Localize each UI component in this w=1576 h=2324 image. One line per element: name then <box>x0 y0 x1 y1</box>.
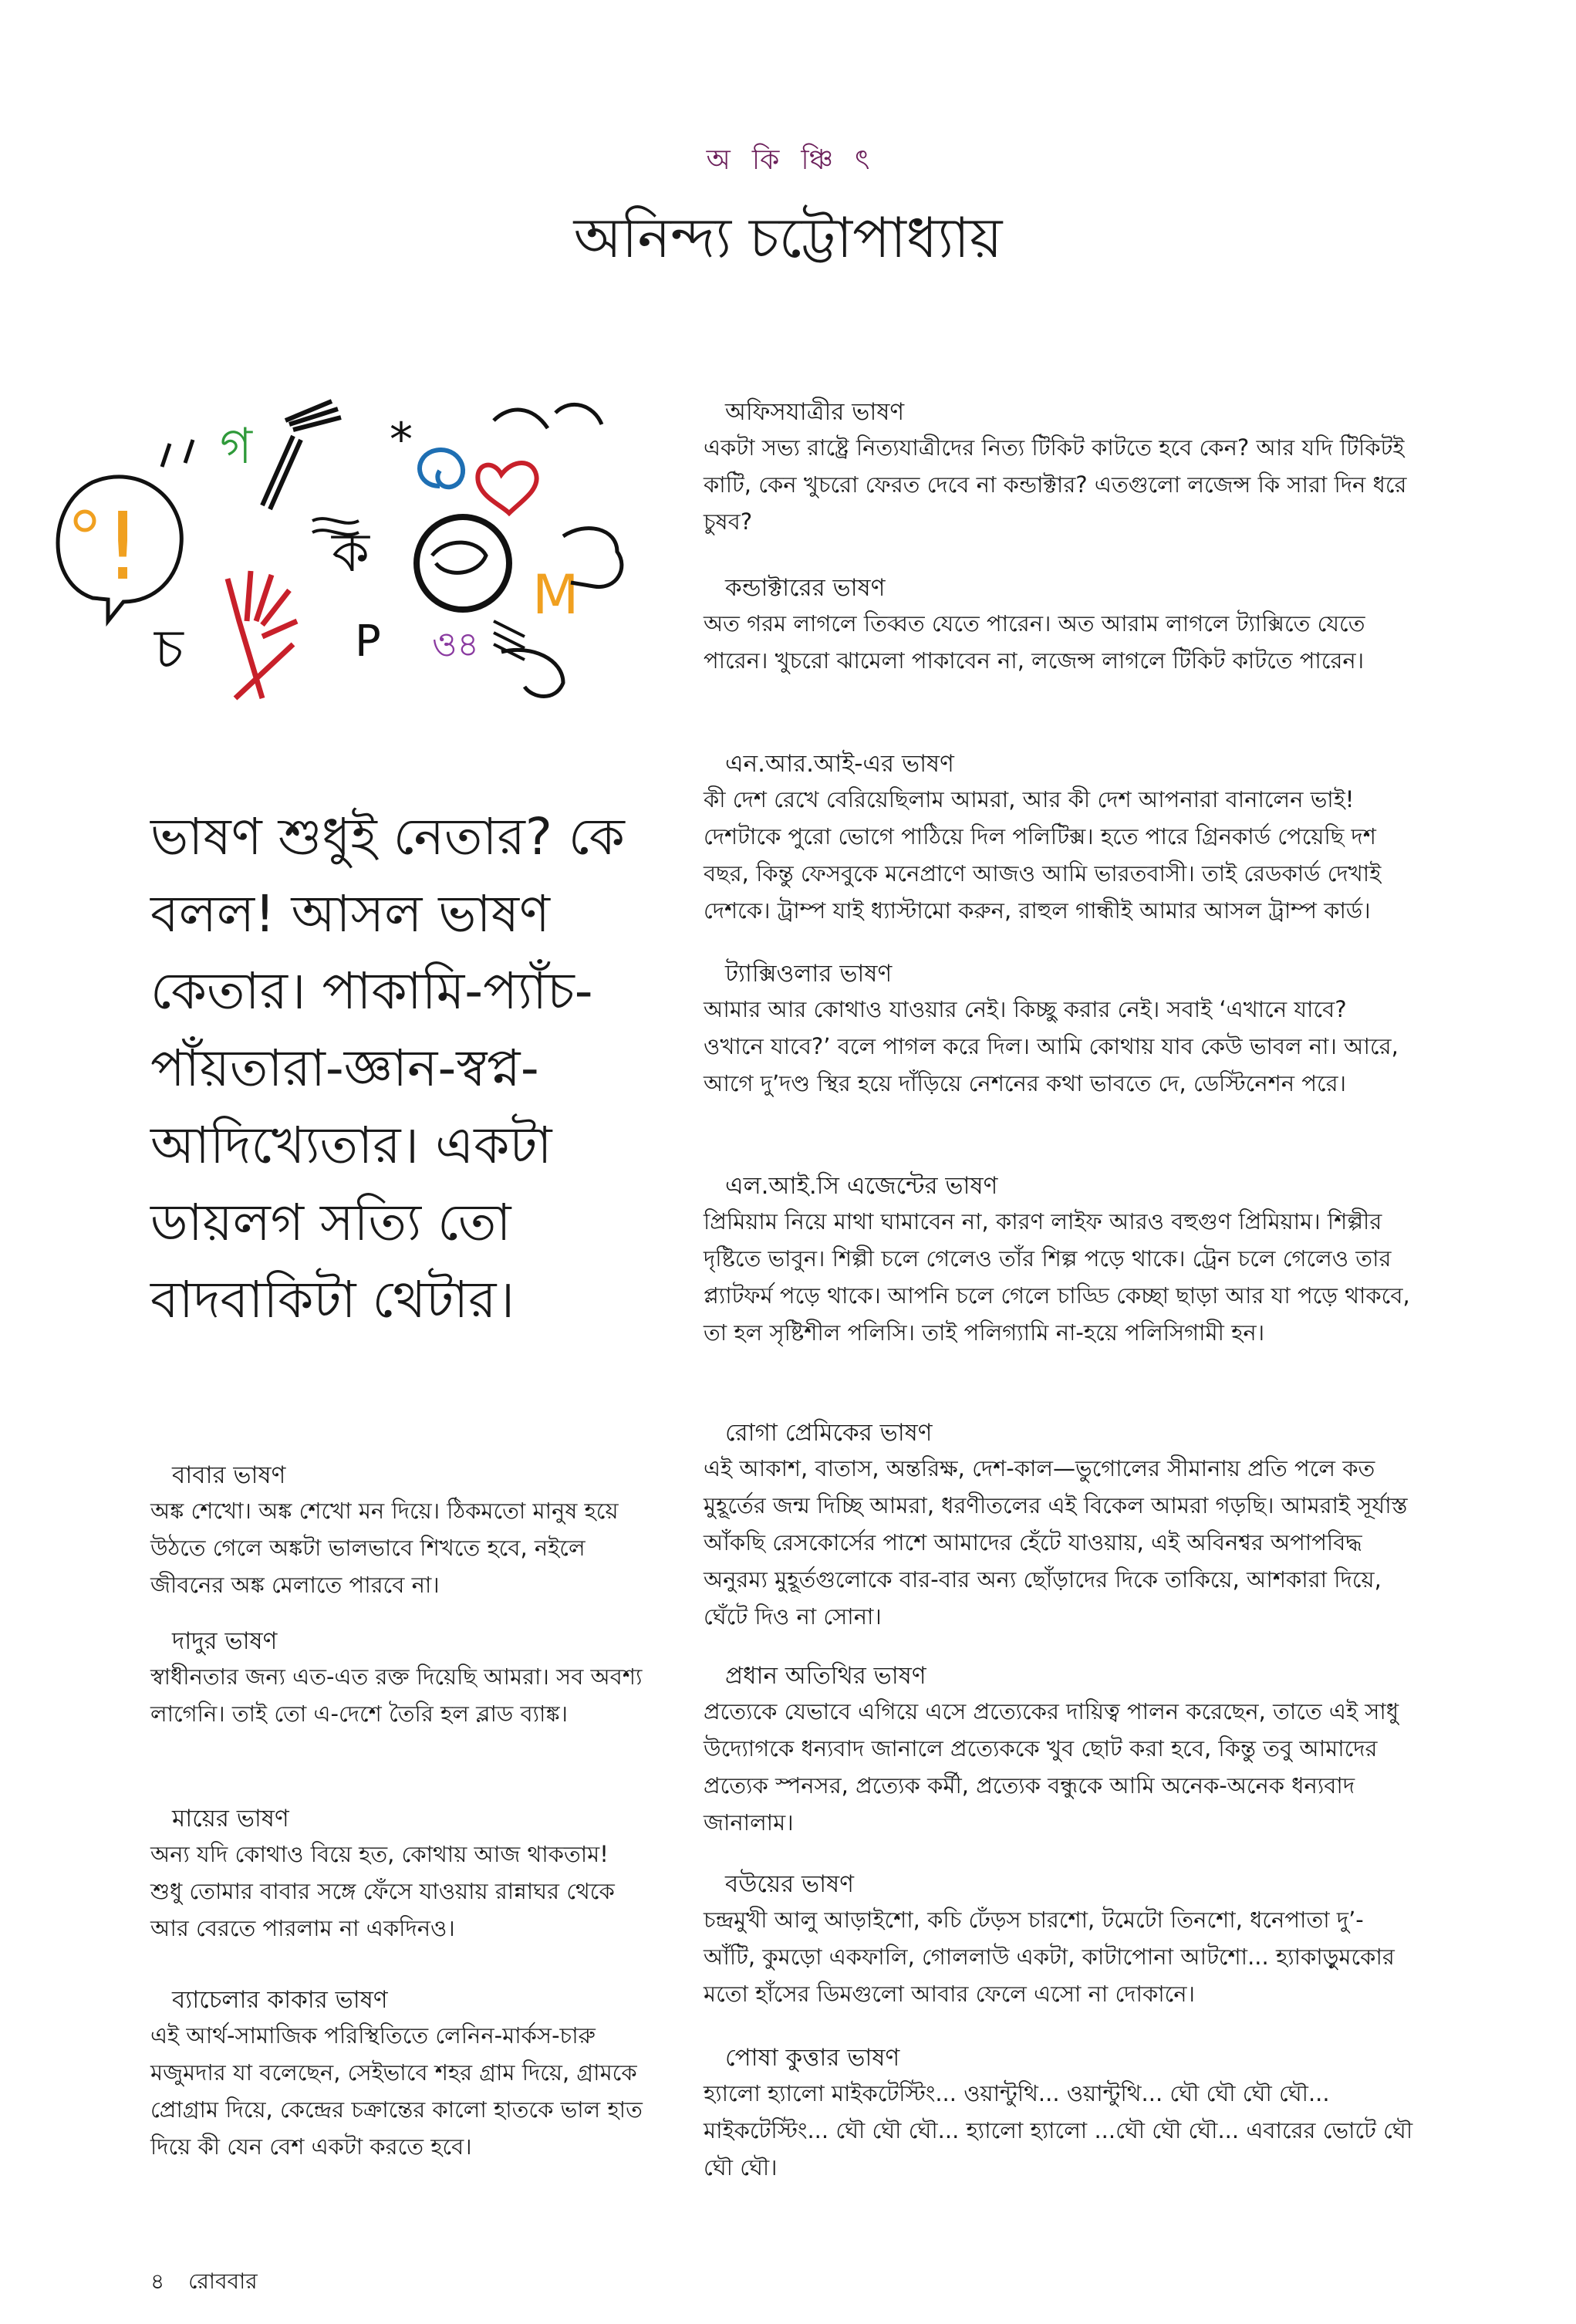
speech-chief-guest <box>704 1659 1413 1841</box>
speech-title: পোষা কুত্তার ভাষণ <box>725 2044 900 2072</box>
pull-quote: ভাষণ শুধুই নেতার? কে বলল! আসল ভাষণ কেতার। পাকামি-প্যাঁচ-পাঁয়তারা-জ্ঞান-স্বপ্ন-আদিখ্যেতার। একটা ডায়লগ সত্যি তো বাদবাকিটা থেটার। <box>150 807 625 1329</box>
section-name: রোববার <box>188 2268 258 2294</box>
speech-title: এন.আর.আই-এর ভাষণ <box>725 750 954 778</box>
speech-title: ব্যাচেলার কাকার ভাষণ <box>172 1986 388 2014</box>
speech-conductor <box>704 571 1413 679</box>
speech-body: কী দেশ রেখে বেরিয়েছিলাম আমরা, আর কী দেশ আপনারা বানালেন ভাই! দেশটাকে পুরো ভোগে পাঠিয়ে দিল পলিটিক্স। হতে পারে গ্রিনকার্ড পেয়েছি দশ বছর, কিন্তু ফেসবুকে মনেপ্রাণে আজও আমি ভারতবাসী। তাই রেডকার্ড দেখাই দেশকে। ট্রাম্প যাই ধ্যাস্টামো করুন, রাহুল গান্ধীই আমার আসল ট্রাম্প কার্ড। <box>704 786 1382 924</box>
column-tag: অকিঞ্চিৎ <box>706 144 892 176</box>
speech-title: বাবার ভাষণ <box>172 1461 286 1489</box>
speech-title: এল.আই.সি এজেন্টের ভাষণ <box>725 1172 998 1200</box>
speech-office-commuter <box>704 395 1413 540</box>
asterisk: * <box>390 413 413 467</box>
speech-title: রোগা প্রেমিকের ভাষণ <box>725 1419 933 1447</box>
red-heart-shape <box>478 463 536 513</box>
speech-title: বউয়ের ভাষণ <box>725 1870 854 1898</box>
speech-dadu <box>150 1624 644 1732</box>
bottom-scribble <box>501 650 563 696</box>
letter-ga: গ <box>220 418 252 475</box>
speech-taxi-driver <box>704 957 1413 1102</box>
speech-title: কন্ডাক্টারের ভাষণ <box>725 574 886 602</box>
speech-ma <box>150 1802 644 1947</box>
scribble-circle <box>417 517 509 610</box>
author-byline: অনিন্দ্য চট্টোপাধ্যায় <box>573 205 1003 270</box>
letter-ka: ক <box>332 521 370 584</box>
speech-body: এই আর্থ-সামাজিক পরিস্থিতিতে লেনিন-মার্কস-চারু মজুমদার যা বলেছেন, সেইভাবে শহর গ্রাম দিয়ে, গ্রামকে প্রোগ্রাম দিয়ে, কেন্দ্রের চক্রান্তের কালো হাতকে ভাল হাত দিয়ে কী যেন বেশ একটা করতে হবে। <box>150 2022 643 2160</box>
speech-kaka <box>150 1983 644 2165</box>
speech-wife <box>704 1867 1413 2012</box>
page-number: ৪ <box>150 2268 165 2294</box>
motion-lines <box>494 621 525 660</box>
speech-title: মায়ের ভাষণ <box>172 1805 289 1833</box>
speech-body: অন্য যদি কোথাও বিয়ে হত, কোথায় আজ থাকতাম! শুধু তোমার বাবার সঙ্গে ফেঁসে যাওয়ায় রান্নাঘর থেকে আর বেরতে পারলাম না একদিনও। <box>150 1841 615 1941</box>
speech-body: প্রত্যেকে যেভাবে এগিয়ে এসে প্রত্যেকের দায়িত্ব পালন করেছেন, তাতে এই সাধু উদ্যোগকে ধন্যবাদ জানালে প্রত্যেককে খুব ছোট করা হবে, কিন্তু তবু আমাদের প্রত্যেক স্পনসর, প্রত্যেক কর্মী, প্রত্যেক বন্ধুকে আমি অনেক-অনেক ধন্যবাদ জানালাম। <box>704 1698 1399 1836</box>
exclamation-mark: ! <box>104 494 142 601</box>
orange-dot <box>76 512 94 530</box>
speech-title: ট্যাক্সিওলার ভাষণ <box>725 960 893 988</box>
curly-strokes <box>494 404 602 428</box>
speech-body: প্রিমিয়াম নিয়ে মাথা ঘামাবেন না, কারণ লাইফ আরও বহুগুণ প্রিমিয়াম। শিল্পীর দৃষ্টিতে ভাবুন। শিল্পী চলে গেলেও তাঁর শিল্প পড়ে থাকে। ট্রেন চলে গেলেও তার প্ল্যাটফর্ম পড়ে থাকে। আপনি চলে গেলে চাড্ডি কেচ্ছা ছাড়া আর যা পড়ে থাকবে, তা হল সৃষ্টিশীল পলিসি। তাই পলিগ্যামি না-হয়ে পলিসিগামী হন। <box>704 1208 1410 1346</box>
purple-letters: ও৪ <box>432 625 479 664</box>
blue-spiral <box>420 450 463 487</box>
brush-icon <box>262 401 341 509</box>
scribble-inner <box>432 542 486 573</box>
speech-body: একটা সভ্য রাষ্ট্রে নিত্যযাত্রীদের নিত্য টিকিট কাটতে হবে কেন? আর যদি টিকিটই কাটি, কেন খুচরো ফেরত দেবে না কন্ডাক্টার? এতগুলো লজেন্স কি সারা দিন ধরে চুষব? <box>704 434 1407 535</box>
letter-cha: চ <box>154 617 184 681</box>
red-hand-shape <box>228 571 297 698</box>
tick-strokes <box>162 440 193 467</box>
speech-thin-lover <box>704 1416 1413 1635</box>
speech-title: দাদুর ভাষণ <box>172 1627 278 1655</box>
speech-title: প্রধান অতিথির ভাষণ <box>725 1662 926 1690</box>
speech-body: অঙ্ক শেখো। অঙ্ক শেখো মন দিয়ে। ঠিকমতো মানুষ হয়ে উঠতে গেলে অঙ্কটা ভালভাবে শিখতে হবে, নইলে জীবনের অঙ্ক মেলাতে পারবে না। <box>150 1498 619 1598</box>
speech-title: অফিসযাত্রীর ভাষণ <box>725 398 905 426</box>
letter-p: P <box>355 616 381 667</box>
speech-body: অত গরম লাগলে তিব্বত যেতে পারেন। অত আরাম লাগলে ট্যাক্সিতে যেতে পারেন। খুচরো ঝামেলা পাকাবেন না, লজেন্স লাগলে টিকিট কাটতে পারেন। <box>704 610 1365 674</box>
speech-body: এই আকাশ, বাতাস, অন্তরিক্ষ, দেশ-কাল—ভুগোলের সীমানায় প্রতি পলে কত মুহূর্তের জন্ম দিচ্ছি আমরা, ধরণীতলের এই বিকেল আমরা গড়ছি। আমরাই সূর্যাস্ত আঁকছি রেসকোর্সের পাশে আমাদের হেঁটে যাওয়ায়, এই অবিনশ্বর অপাপবিদ্ধ অনুরম্য মুহূর্তগুলোকে বার-বার অন্য ছোঁড়াদের দিকে তাকিয়ে, আশকারা দিয়ে, ঘেঁটে দিও না সোনা। <box>704 1455 1408 1630</box>
speech-body: আমার আর কোথাও যাওয়ার নেই। কিচ্ছু করার নেই। সবাই ‘এখানে যাবে? ওখানে যাবে?’ বলে পাগল করে দিল। আমি কোথায় যাব কেউ ভাবল না। আরে, আগে দু’দণ্ড স্থির হয়ে দাঁড়িয়ে নেশনের কথা ভাবতে দে, ডেস্টিনেশন পরে। <box>704 996 1399 1096</box>
speech-nri <box>704 747 1413 929</box>
speech-baba <box>150 1458 644 1603</box>
speech-lic-agent <box>704 1169 1413 1351</box>
page-footer <box>150 2265 275 2301</box>
speech-body: স্বাধীনতার জন্য এত-এত রক্ত দিয়েছি আমরা। সব অবশ্য লাগেনি। তাই তো এ-দেশে তৈরি হল ব্লাড ব্যাঙ্ক। <box>150 1664 643 1727</box>
doodle-illustration <box>31 390 640 714</box>
speech-body: চন্দ্রমুখী আলু আড়াইশো, কচি ঢেঁড়স চারশো, টমেটো তিনশো, ধনেপাতা দু’-আঁটি, কুমড়ো একফালি, গোললাউ একটা, কাটাপোনা আটশো... হ্যাকাড়ুমকোর মতো হাঁসের ডিমগুলো আবার ফেলে এসো না দোকানে। <box>704 1907 1395 2007</box>
speech-pet-dog <box>704 2041 1413 2186</box>
speech-body: হ্যালো হ্যালো মাইকটেস্টিং... ওয়ান্টুথি... ওয়ান্টুথি... ঘৌ ঘৌ ঘৌ ঘৌ... মাইকটেস্টিং... ঘৌ ঘৌ ঘৌ... হ্যালো হ্যালো ...ঘৌ ঘৌ ঘৌ... এবারের ভোটে ঘৌ ঘৌ ঘৌ। <box>704 2080 1413 2180</box>
page-header <box>0 139 1576 289</box>
letter-m: M <box>532 563 579 627</box>
